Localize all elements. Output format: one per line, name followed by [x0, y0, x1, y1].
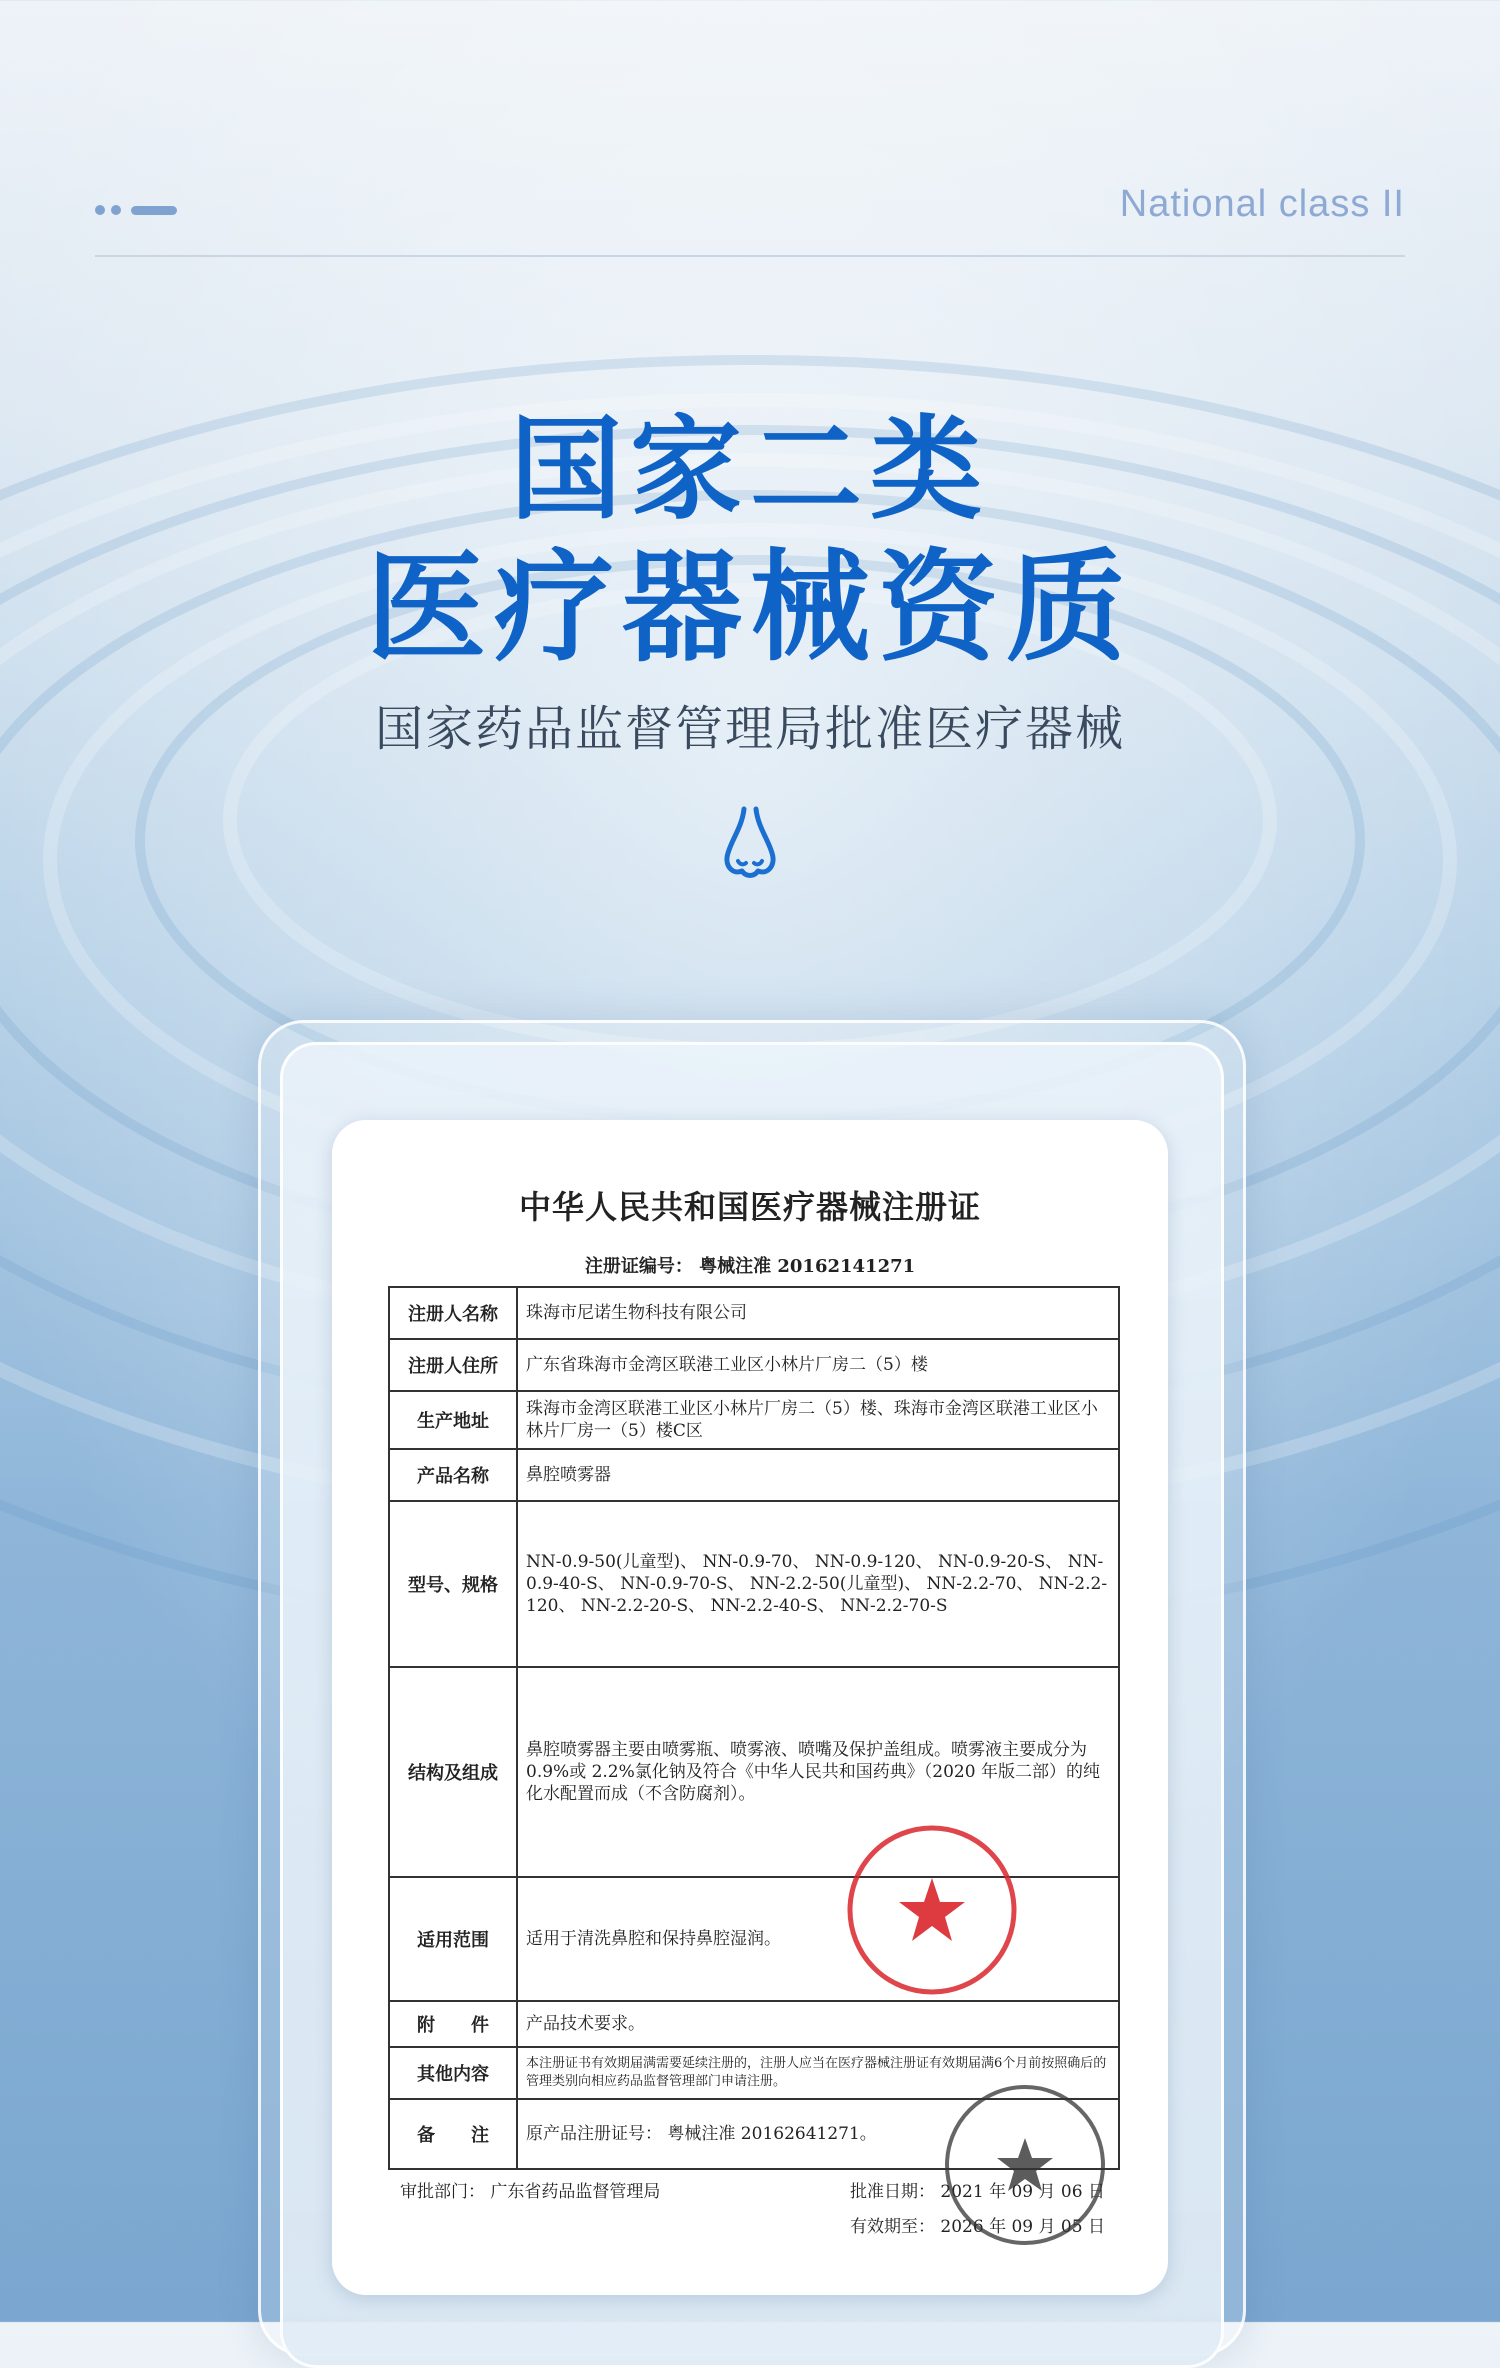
- row-value: 原产品注册证号： 粤械注准 20162641271。: [517, 2099, 1119, 2169]
- row-label: 备 注: [389, 2099, 517, 2169]
- red-company-seal: [842, 1820, 1022, 2000]
- table-row: [389, 2001, 1119, 2047]
- row-value: 本注册证书有效期届满需要延续注册的，注册人应当在医疗器械注册证有效期届满6个月前按照确后的管理类别向相应药品监督管理部门申请注册。: [517, 2047, 1119, 2099]
- approval-department: 审批部门： 广东省药品监督管理局: [400, 2182, 661, 2202]
- approval-date: 批准日期： 2021 年 09 月 06 日: [850, 2182, 1105, 2202]
- row-value: 鼻腔喷雾器主要由喷雾瓶、喷雾液、喷嘴及保护盖组成。喷雾液主要成分为 0.9%或 2.2%氯化钠及符合《中华人民共和国药典》（2020 年版二部）的纯化水配置而成（不含防腐剂）。: [517, 1667, 1119, 1877]
- top-header-bar: [95, 0, 1405, 257]
- valid-until: 有效期至： 2026 年 09 月 05 日: [850, 2217, 1105, 2237]
- dot-icon: [95, 205, 105, 215]
- certificate-title: 中华人民共和国医疗器械注册证: [518, 1188, 981, 1226]
- row-value: NN-0.9-50(儿童型)、 NN-0.9-70、 NN-0.9-120、 NN-0.9-20-S、 NN-0.9-40-S、 NN-0.9-70-S、 NN-2.2-50(儿童型)、 NN-2.2-70、 NN-2.2-120、 NN-2.2-20-S、 NN-2.2-40-S、 NN-2.2-70-S: [517, 1501, 1119, 1667]
- dot-icon: [111, 205, 121, 215]
- certificate-number: 注册证编号： 粤械注准 20162141271: [584, 1256, 916, 1277]
- decorative-dots: [95, 205, 177, 215]
- row-label: 注册人名称: [389, 1287, 517, 1339]
- row-value: 广东省珠海市金湾区联港工业区小林片厂房二（5）楼: [517, 1339, 1119, 1391]
- table-row: [389, 1339, 1119, 1391]
- row-label: 型号、规格: [389, 1501, 517, 1667]
- english-label: National class II: [1119, 183, 1405, 225]
- hero-subtitle: 国家药品监督管理局批准医疗器械: [374, 701, 1125, 757]
- nose-icon: [718, 805, 782, 881]
- dash-icon: [131, 206, 177, 215]
- row-value: 珠海市金湾区联港工业区小林片厂房二（5）楼、珠海市金湾区联港工业区小林片厂房一（5）楼C区: [517, 1391, 1119, 1449]
- row-label: 其他内容: [389, 2047, 517, 2099]
- certificate-table: [388, 1286, 1120, 2170]
- table-row: [389, 1391, 1119, 1449]
- row-value: 鼻腔喷雾器: [517, 1449, 1119, 1501]
- table-row: [389, 1449, 1119, 1501]
- hero-title-line1: 国家二类: [510, 405, 990, 535]
- row-label: 注册人住所: [389, 1339, 517, 1391]
- hero-title-line2: 医疗器械资质: [366, 539, 1134, 678]
- certificate-document: [332, 1120, 1168, 2295]
- row-value: 产品技术要求。: [517, 2001, 1119, 2047]
- row-label: 适用范围: [389, 1877, 517, 2001]
- row-label: 附 件: [389, 2001, 517, 2047]
- row-label: 产品名称: [389, 1449, 517, 1501]
- row-value: 珠海市尼诺生物科技有限公司: [517, 1287, 1119, 1339]
- row-label: 生产地址: [389, 1391, 517, 1449]
- row-label: 结构及组成: [389, 1667, 517, 1877]
- table-row: [389, 1501, 1119, 1667]
- row-value: 适用于清洗鼻腔和保持鼻腔湿润。: [517, 1877, 1119, 2001]
- black-official-seal: [940, 2080, 1110, 2250]
- table-row: [389, 1287, 1119, 1339]
